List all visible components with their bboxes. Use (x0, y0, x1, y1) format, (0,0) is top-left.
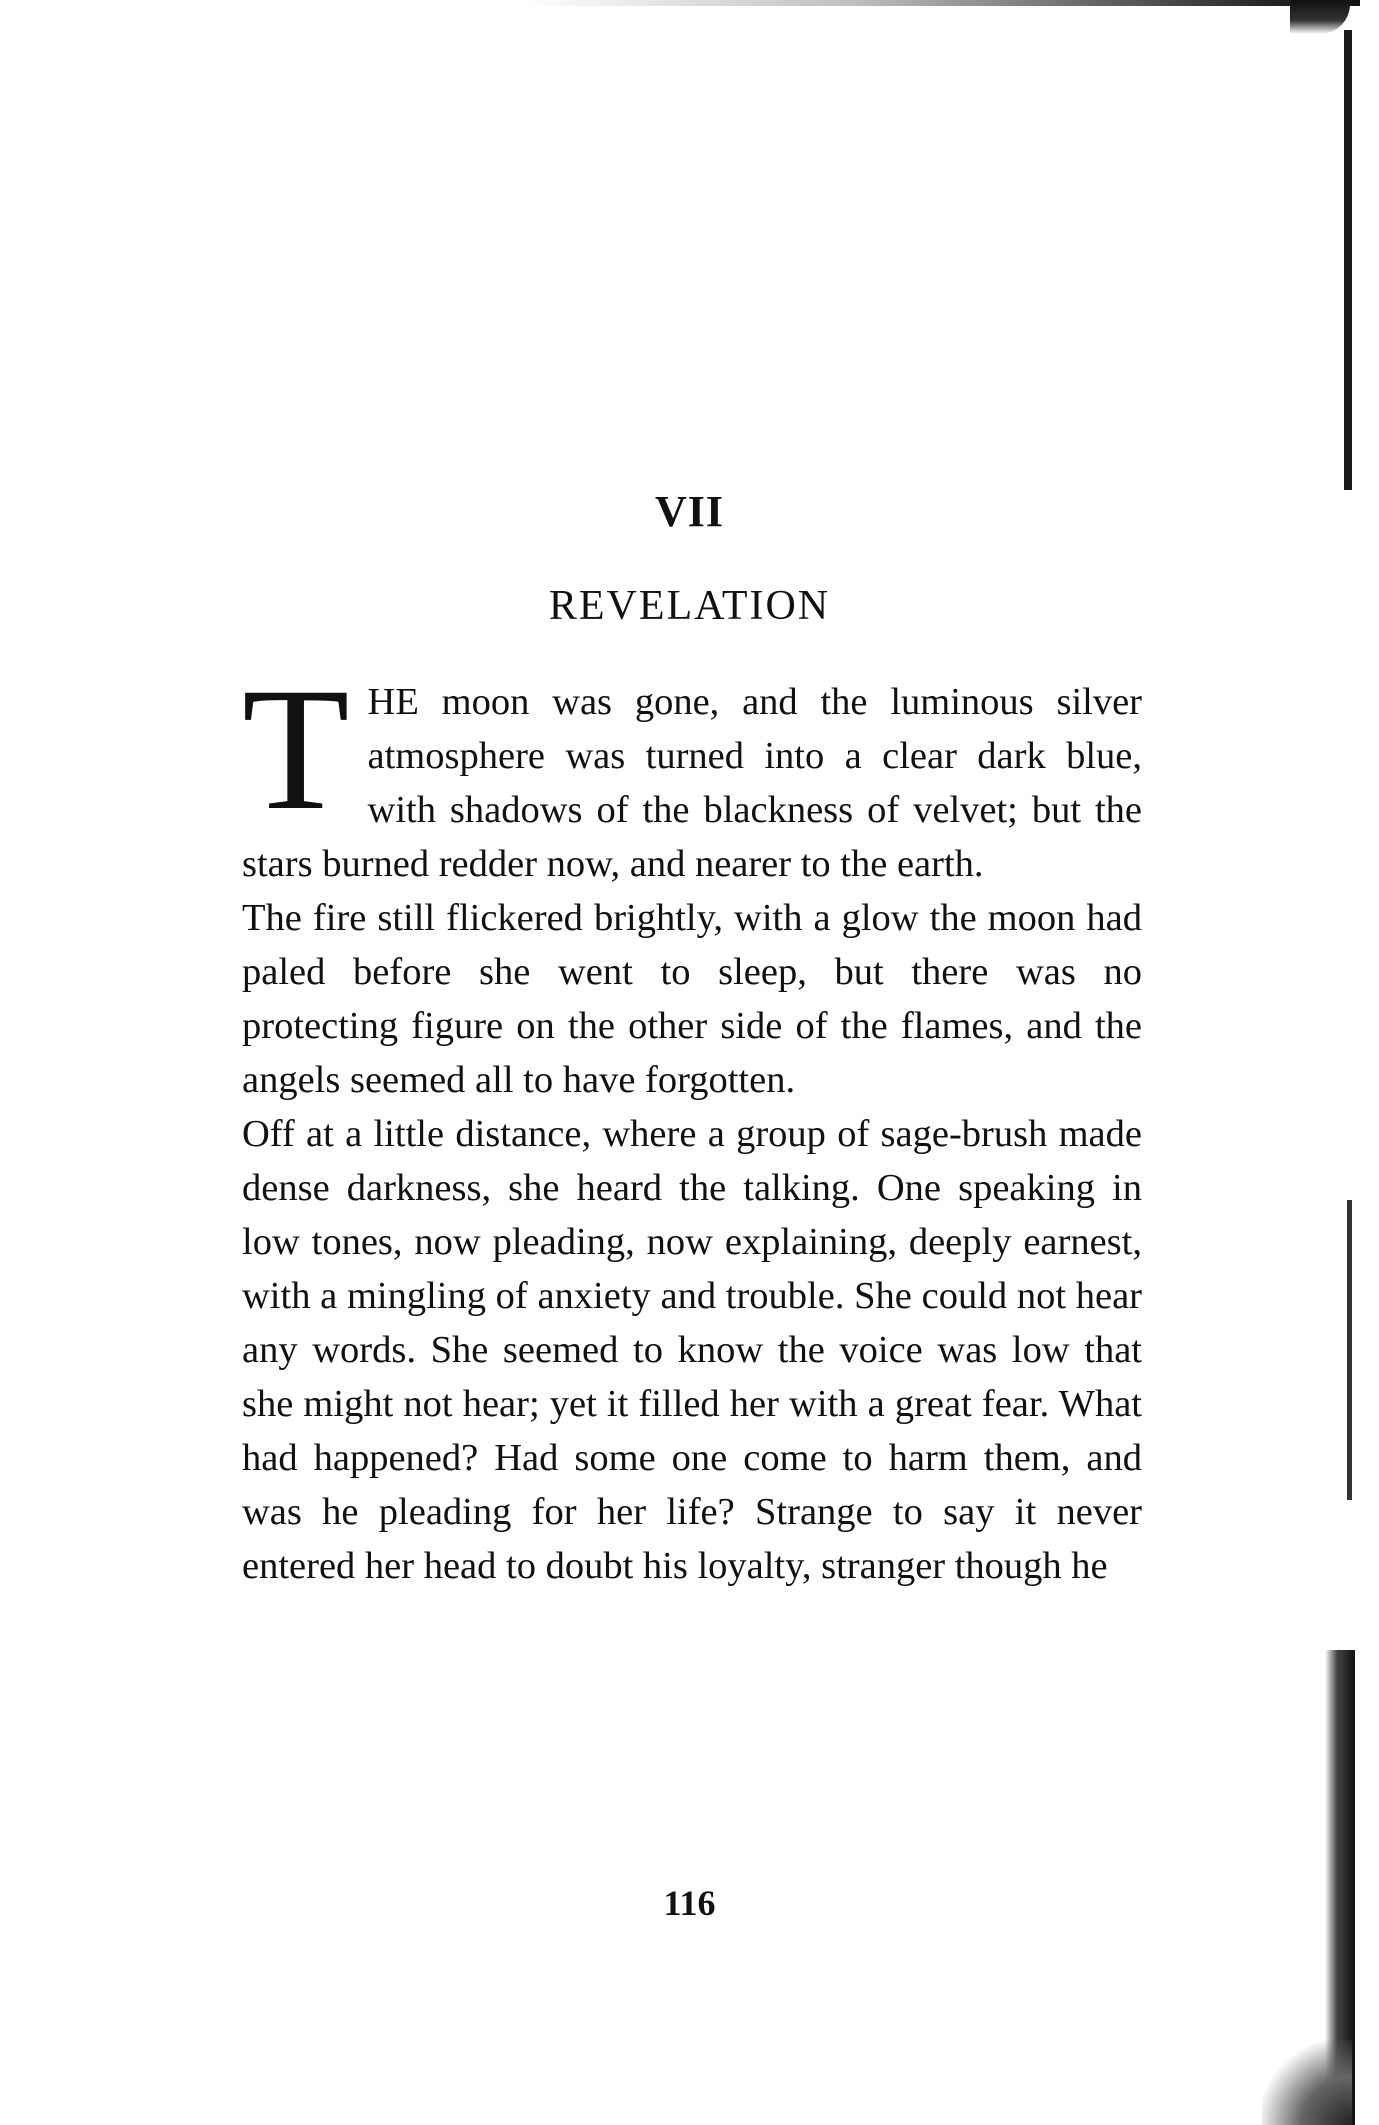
scan-edge-corner-bottom (1262, 2040, 1352, 2125)
scan-edge-right (1347, 1200, 1352, 1500)
chapter-title: REVELATION (548, 583, 831, 629)
chapter-number: VII (654, 487, 725, 536)
paragraph: The fire still flickered brightly, with a glow the moon had paled before she went to sleep, but there was no protecting figure on the other side of the flames, and the angels seemed all to have forgotten. (242, 897, 1142, 1101)
drop-cap: T (242, 652, 350, 847)
scan-edge-corner (1290, 0, 1350, 34)
body-text (242, 652, 1142, 1593)
scan-edge-top (520, 0, 1360, 6)
page-number: 116 (663, 1883, 716, 1923)
paragraph (242, 652, 1142, 891)
paragraph: Off at a little distance, where a group of sage-brush made dense darkness, she heard the talking. One speaking in low tones, now pleading, now explaining, deeply earnest, with a mingling of anxiety and trouble. She could not hear any words. She seemed to know the voice was low that she might not hear; yet it filled her with a great fear. What had happened? Had some one come to harm them, and was he pleading for her life? Strange to say it never entered her head to doubt his loyalty, stranger though he (242, 1113, 1142, 1587)
paragraph-text: HE moon was gone, and the luminous silver atmosphere was turned into a clear dark blue, with shadows of the blackness of velvet; but the stars burned redder now, and nearer to the earth. (242, 681, 1142, 885)
scan-edge-right (1344, 30, 1352, 490)
